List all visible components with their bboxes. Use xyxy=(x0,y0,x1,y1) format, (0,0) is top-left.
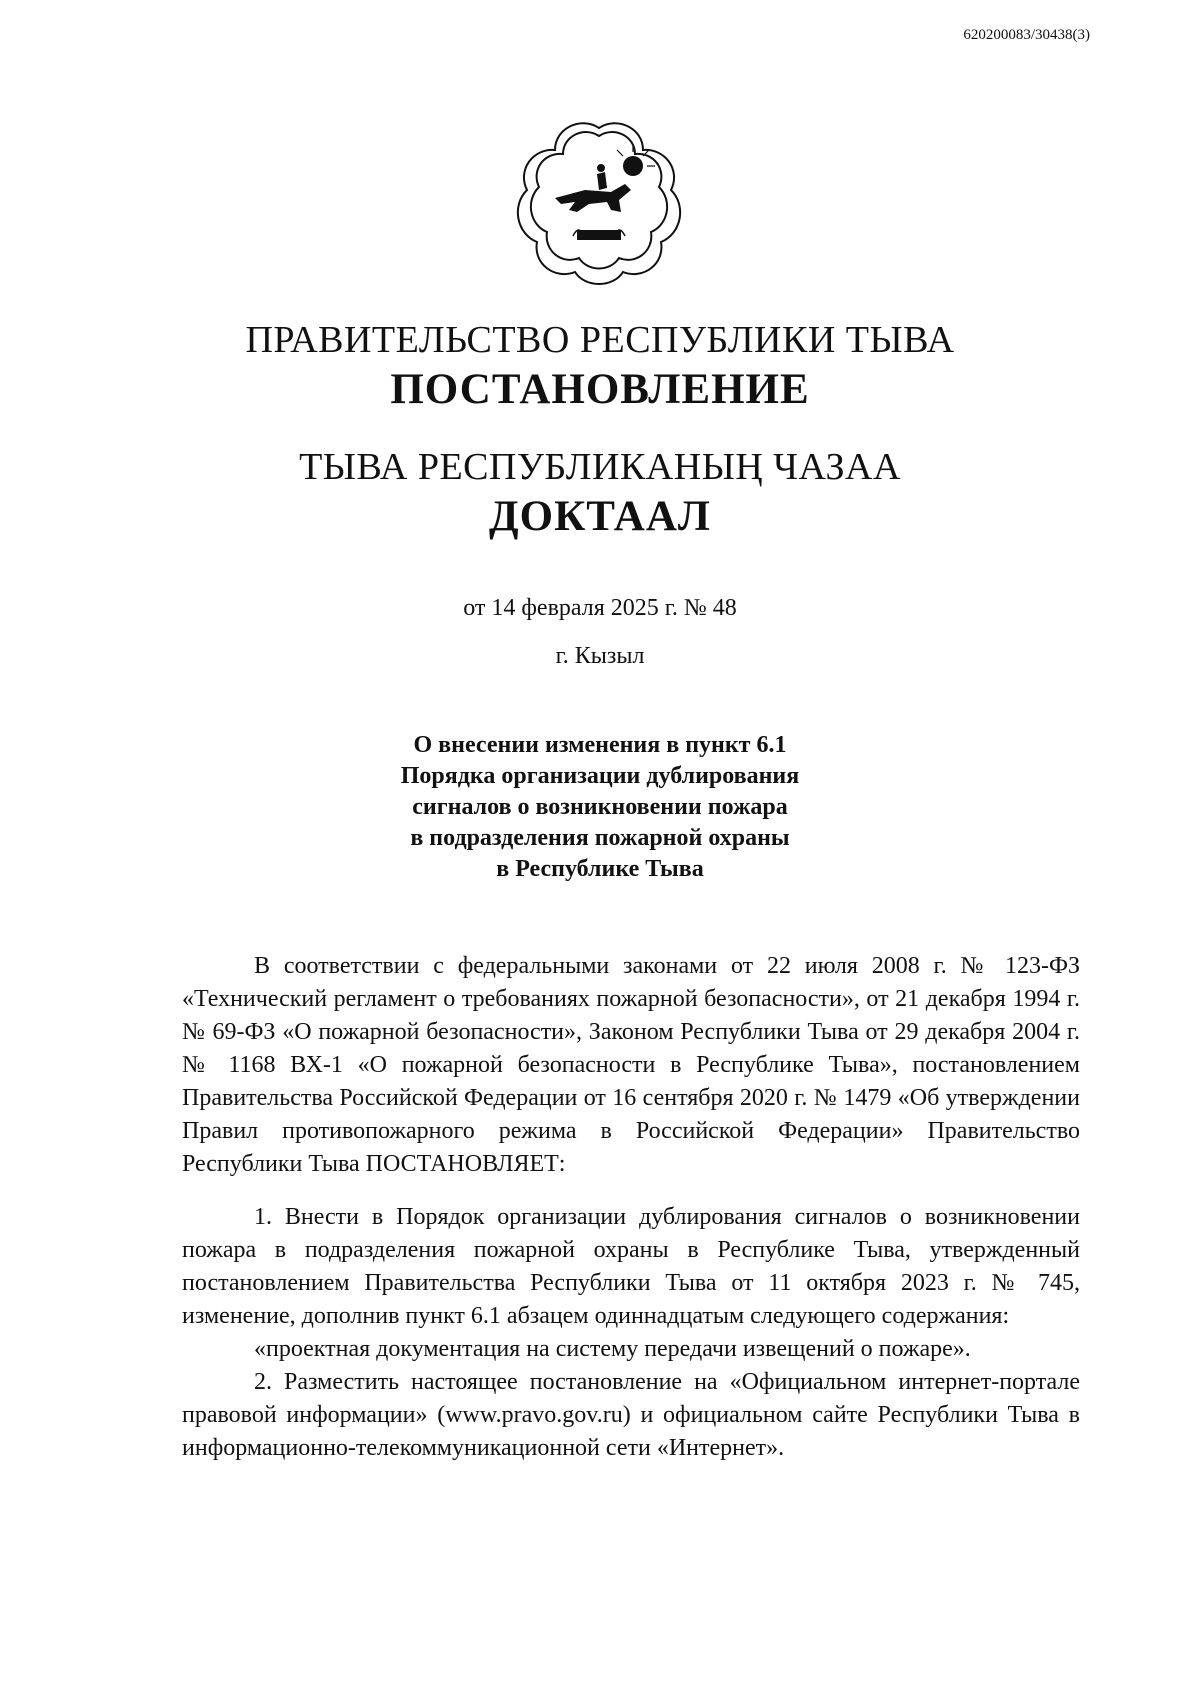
decree-subject xyxy=(0,730,1200,885)
decree-type-tyv: ДОКТААЛ xyxy=(489,493,711,540)
decree-type-ru: ПОСТАНОВЛЕНИЕ xyxy=(390,366,810,413)
subject-line: Порядка организации дублирования xyxy=(400,763,800,789)
government-title-ru: ПРАВИТЕЛЬСТВО РЕСПУБЛИКИ ТЫВА xyxy=(245,319,955,361)
subject-line: в Республике Тыва xyxy=(496,856,704,882)
coat-of-arms-emblem xyxy=(515,118,683,286)
decree-body xyxy=(182,950,1080,1465)
subject-line: сигналов о возникновении пожара xyxy=(412,794,788,820)
document-code: 620200083/30438(3) xyxy=(963,27,1090,43)
preamble-paragraph: В соответствии с федеральными законами от 22 июля 2008 г. № 123-ФЗ «Технический регламент о требованиях пожарной безопасности», от 21 декабря 1994 г. № 69-ФЗ «О пожарной безопасности», Законом Республики Тыва от 29 декабря 2004 г. № 1168 ВХ-1 «О пожарной безопасности в Республике Тыва», постановлением Правительства Российской Федерации от 16 сентября 2020 г. № 1479 «Об утверждении Правил противопожарного режима в Российской Федерации» Правительство Республики Тыва ПОСТАНОВЛЯЕТ: xyxy=(182,953,1080,1177)
government-title-tyv: ТЫВА РЕСПУБЛИКАНЫҢ ЧАЗАА xyxy=(299,446,901,488)
item-1-paragraph: 1. Внести в Порядок организации дублирования сигналов о возникновении пожара в подразделения пожарной охраны в Республике Тыва, утвержденный постановлением Правительства Республики Тыва от 11 октября 2023 г. № 745, изменение, дополнив пункт 6.1 абзацем одиннадцатым следующего содержания: xyxy=(182,1204,1080,1329)
item-2-paragraph: 2. Разместить настоящее постановление на «Официальном интернет-портале правовой информации» (www.pravo.gov.ru) и официальном сайте Республики Тыва в информационно-телекоммуникационной сети «Интернет». xyxy=(182,1369,1080,1461)
decree-date-number: от 14 февраля 2025 г. № 48 xyxy=(463,595,737,621)
item-1-quote: «проектная документация на систему передачи извещений о пожаре». xyxy=(254,1336,971,1362)
subject-line: в подразделения пожарной охраны xyxy=(410,825,790,851)
decree-city: г. Кызыл xyxy=(555,643,645,669)
subject-line: О внесении изменения в пункт 6.1 xyxy=(413,732,787,758)
